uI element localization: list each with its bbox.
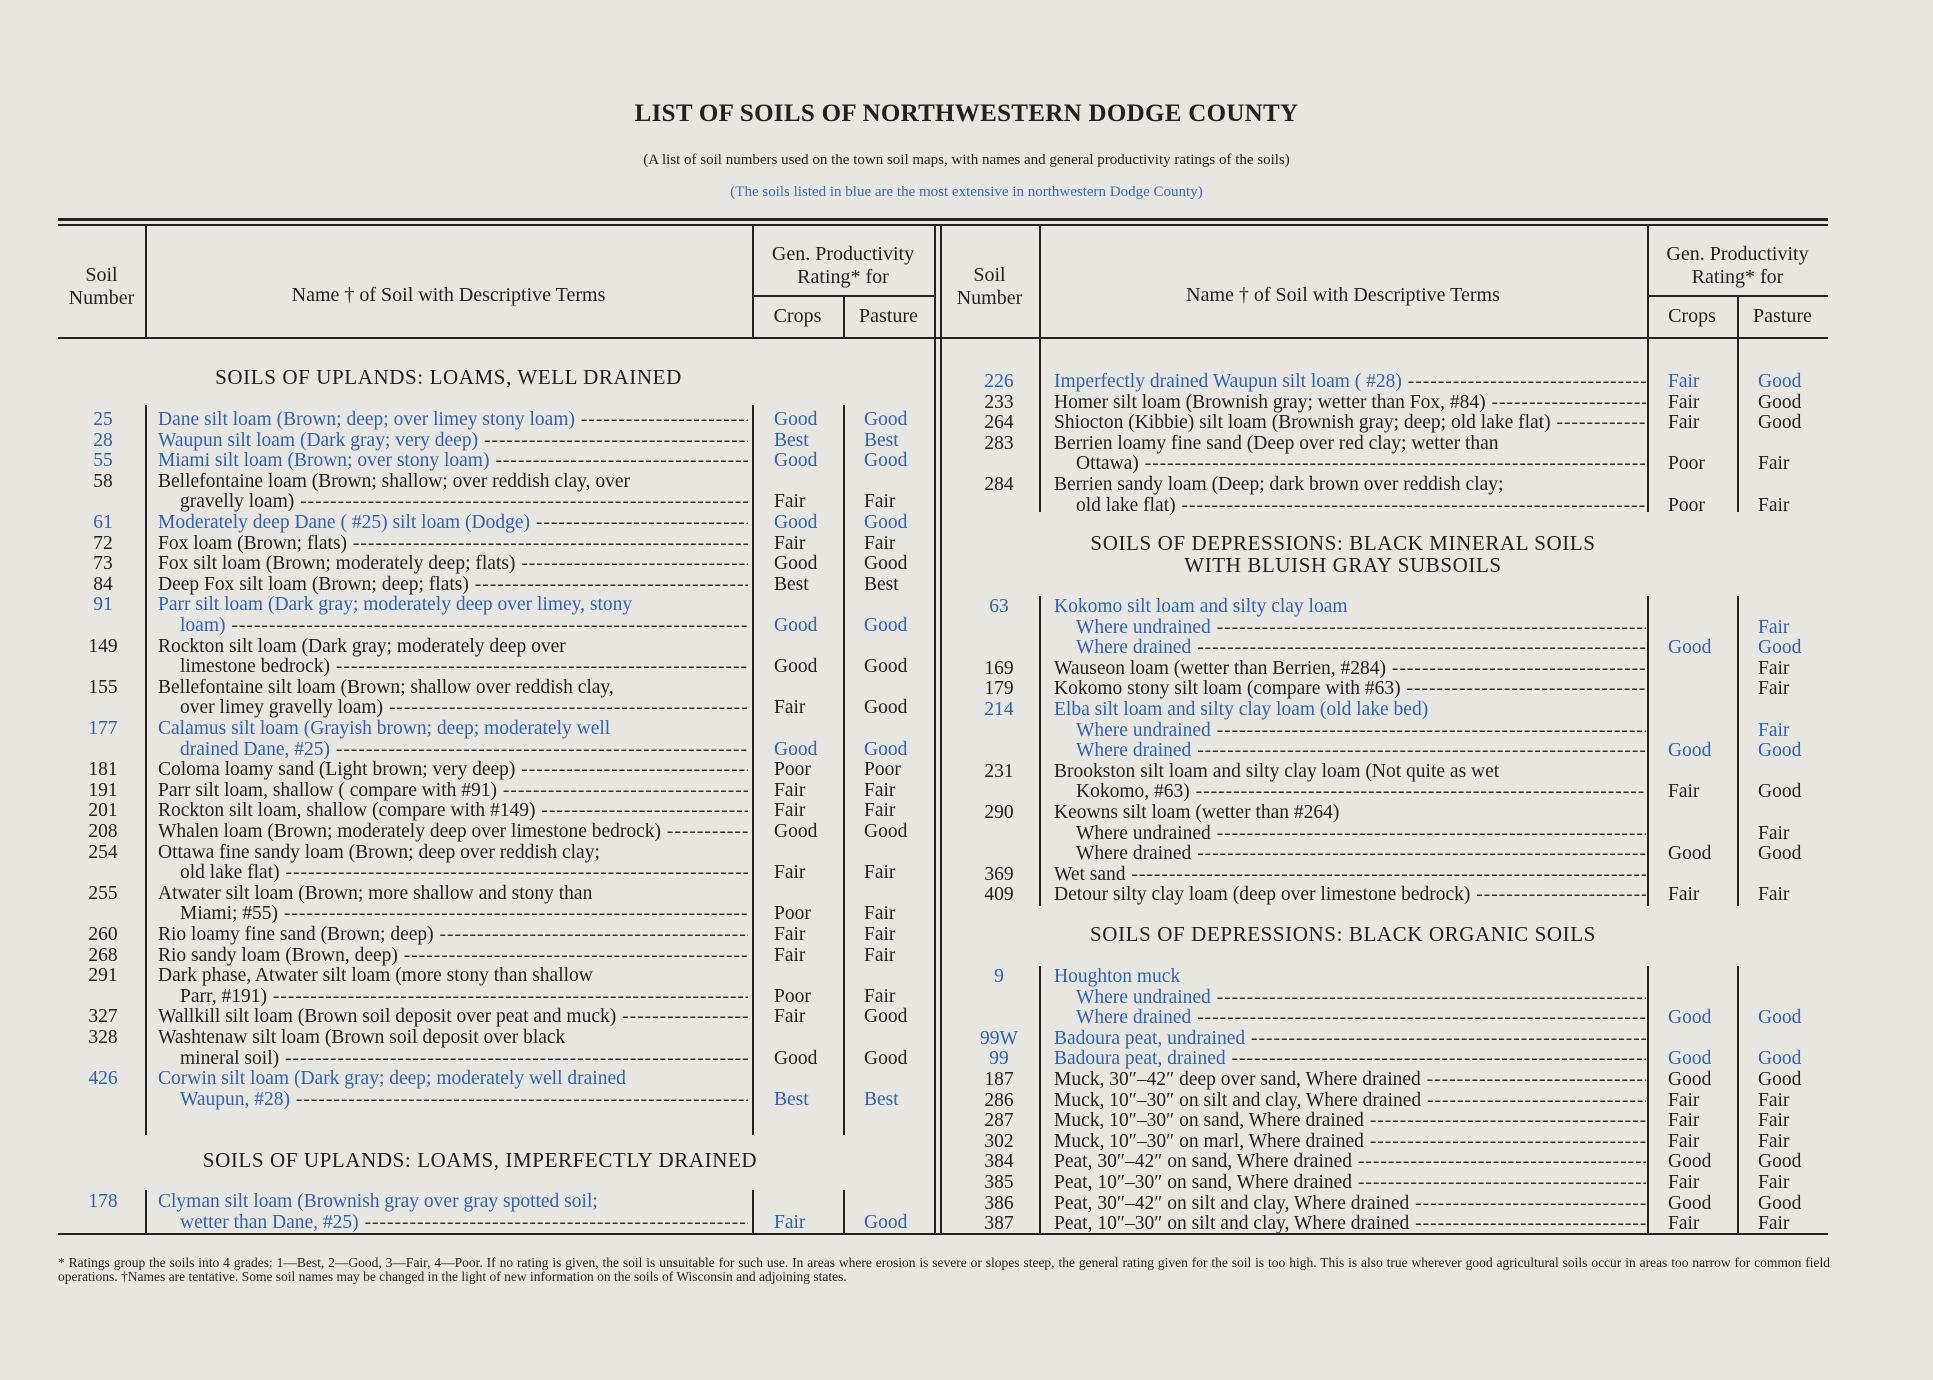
soil-name: Parr silt loam, shallow ( compare with #91) ----- — [158, 781, 748, 801]
soil-name: Shiocton (Kibbie) silt loam (Brownish gray; deep; old lake flat) ----- — [1054, 413, 1646, 433]
soil-number: 58 — [93, 470, 113, 492]
col-divider — [145, 225, 147, 338]
soil-number: 291 — [88, 965, 118, 987]
col-divider — [843, 1190, 845, 1234]
soil-number: 25 — [93, 409, 113, 430]
pasture-rating: Good — [864, 512, 908, 533]
col-divider — [1647, 338, 1649, 512]
header-rule — [58, 337, 1828, 339]
soil-number: 387 — [984, 1213, 1014, 1235]
soil-name-cont: limestone bedrock) ----- — [180, 657, 748, 677]
header-pasture: Pasture — [859, 305, 918, 327]
crops-rating: Fair — [1668, 1172, 1700, 1193]
crops-rating: Good — [774, 450, 818, 472]
crops-rating: Fair — [774, 800, 806, 822]
pasture-rating: Fair — [864, 491, 896, 513]
soil-name: Rockton silt loam (Dark gray; moderately deep over — [158, 636, 566, 657]
soil-number: 233 — [984, 391, 1014, 413]
pasture-rating: Fair — [864, 903, 896, 925]
pasture-rating: Fair — [1758, 678, 1790, 700]
soil-name-cont: old lake flat) ----- — [180, 863, 748, 883]
soil-number: 201 — [88, 800, 118, 822]
soil-number: 91 — [93, 594, 113, 616]
pasture-rating: Good — [1758, 1151, 1802, 1173]
soil-name: Fox loam (Brown; flats) ----- — [158, 534, 748, 554]
soil-name: Parr silt loam (Dark gray; moderately deep over limey, stony — [158, 595, 633, 616]
page-title: LIST OF SOILS OF NORTHWESTERN DODGE COUNTY — [634, 100, 1299, 127]
col-divider — [1737, 596, 1739, 906]
crops-rating: Best — [774, 429, 809, 451]
soil-name: Muck, 10″–30″ on sand, Where drained ----- — [1054, 1111, 1646, 1131]
soil-name: Wet sand ----- — [1054, 865, 1646, 885]
soil-number: 155 — [88, 676, 118, 698]
section-uplands-imperfectly-drained: SOILS OF UPLANDS: LOAMS, IMPERFECTLY DRAINED — [202, 1148, 758, 1172]
pasture-rating: Fair — [1758, 1213, 1790, 1235]
soil-name: Bellefontaine silt loam (Brown; shallow over reddish clay, — [158, 677, 614, 698]
pasture-rating: Good — [1758, 637, 1802, 659]
header-number: Number — [956, 287, 1023, 309]
soil-name: Bellefontaine loam (Brown; shallow; over reddish clay, over — [158, 471, 631, 492]
pasture-rating: Fair — [864, 985, 896, 1007]
crops-rating: Fair — [1668, 1130, 1700, 1152]
crops-rating: Fair — [774, 862, 806, 884]
section-depressions-mineral-line2: WITH BLUISH GRAY SUBSOILS — [1184, 553, 1502, 577]
pasture-rating: Good — [1758, 781, 1802, 803]
pasture-rating: Good — [1758, 740, 1802, 762]
col-divider — [145, 405, 147, 1135]
soil-name-cont: drained Dane, #25) ----- — [180, 740, 748, 760]
soil-name-cont: Waupun, #28) ----- — [180, 1090, 748, 1110]
crops-rating: Fair — [1668, 781, 1700, 803]
soil-name-cont: mineral soil) ----- — [180, 1049, 748, 1069]
crops-rating: Fair — [774, 491, 806, 513]
crops-rating: Fair — [1668, 884, 1700, 906]
soil-name-cont: Kokomo, #63) ----- — [1076, 782, 1646, 802]
soil-number: 177 — [88, 718, 118, 739]
pasture-rating: Fair — [1758, 719, 1790, 741]
col-divider — [934, 225, 936, 1235]
crops-rating: Fair — [774, 1006, 806, 1028]
crops-rating: Poor — [774, 903, 811, 925]
soil-number: 385 — [984, 1172, 1014, 1193]
soil-number: 384 — [984, 1151, 1014, 1173]
col-divider — [1039, 966, 1041, 1234]
crops-rating: Poor — [774, 985, 811, 1007]
pasture-rating: Good — [864, 450, 908, 472]
crops-rating: Fair — [1668, 1110, 1700, 1132]
header-pasture-right: Pasture — [1753, 305, 1812, 327]
crops-rating: Good — [774, 656, 818, 678]
soil-name: Imperfectly drained Waupun silt loam ( #28) ----- — [1054, 372, 1646, 392]
header-crops-right: Crops — [1668, 305, 1716, 327]
soil-number: 409 — [984, 884, 1014, 906]
rating-rule-right — [1647, 295, 1828, 297]
footnote: * Ratings group the soils into 4 grades: 1—Best, 2—Good, 3—Fair, 4—Poor. If no rating is given, the soil is unsuitable for such use. In areas where erosion is severe or slopes steep, the general rating given for the soil is too high. This is also true wherever good agricultural soils occur in areas too narrow for common field operations. †Names are tentative. Some soil names may be changed in the light of new information on the soils of Wisconsin and adjoining states. — [58, 1255, 1830, 1284]
soil-name: Rio loamy fine sand (Brown; deep) ----- — [158, 925, 748, 945]
soil-number: 260 — [88, 924, 118, 945]
soil-name: Moderately deep Dane ( #25) silt loam (Dodge) ----- — [158, 513, 748, 533]
soil-number: 284 — [984, 474, 1014, 495]
pasture-rating: Fair — [864, 532, 896, 554]
top-rule-thin — [58, 224, 1828, 226]
soil-name: Waupun silt loam (Dark gray; very deep) ----- — [158, 431, 748, 451]
pasture-rating: Fair — [1758, 616, 1790, 638]
pasture-rating: Good — [864, 1047, 908, 1069]
pasture-rating: Fair — [1758, 1172, 1790, 1193]
header-name-right: Name † of Soil with Descriptive Terms — [1186, 284, 1500, 306]
pasture-rating: Fair — [1758, 884, 1790, 906]
soil-name-cont: Where drained ----- — [1076, 1008, 1646, 1028]
col-divider — [752, 1190, 754, 1234]
soil-number: 99W — [980, 1027, 1018, 1049]
crops-rating: Poor — [1668, 494, 1705, 516]
soil-number: 290 — [984, 802, 1014, 823]
soil-number: 208 — [88, 821, 118, 842]
crops-rating: Good — [774, 1047, 818, 1069]
pasture-rating: Good — [1758, 843, 1802, 865]
soil-name: Brookston silt loam and silty clay loam (Not quite as wet — [1054, 761, 1500, 782]
pasture-rating: Good — [1758, 1192, 1802, 1214]
crops-rating: Good — [1668, 1007, 1712, 1029]
header-soil: Soil — [85, 264, 118, 286]
soil-name: Washtenaw silt loam (Brown soil deposit over black — [158, 1028, 566, 1048]
pasture-rating: Best — [864, 573, 899, 595]
pasture-rating: Good — [864, 821, 908, 842]
pasture-rating: Fair — [1758, 1110, 1790, 1132]
crops-rating: Poor — [774, 759, 811, 781]
soil-name: Miami silt loam (Brown; over stony loam) ----- — [158, 451, 748, 471]
top-rule — [58, 218, 1828, 221]
crops-rating: Fair — [1668, 371, 1700, 392]
soil-name: Corwin silt loam (Dark gray; deep; moderately well drained — [158, 1069, 626, 1090]
crops-rating: Fair — [774, 924, 806, 945]
soil-name: Elba silt loam and silty clay loam (old lake bed) — [1054, 700, 1429, 720]
pasture-rating: Best — [864, 1088, 899, 1110]
soil-name: Berrien sandy loam (Deep; dark brown over reddish clay; — [1054, 475, 1504, 495]
soil-name: Keowns silt loam (wetter than #264) — [1054, 803, 1340, 823]
pasture-rating: Good — [1758, 1048, 1802, 1070]
soil-number: 63 — [989, 596, 1009, 617]
crops-rating: Fair — [774, 1211, 806, 1233]
pasture-rating: Fair — [1758, 822, 1790, 844]
soil-name-cont: Where drained ----- — [1076, 844, 1646, 864]
soil-number: 73 — [93, 553, 113, 575]
pasture-rating: Fair — [1758, 1130, 1790, 1152]
soil-number: 302 — [984, 1130, 1014, 1152]
col-divider — [145, 1190, 147, 1234]
pasture-rating: Fair — [864, 779, 896, 801]
soil-name: Ottawa fine sandy loam (Brown; deep over reddish clay; — [158, 842, 600, 863]
section-depressions-mineral-line1: SOILS OF DEPRESSIONS: BLACK MINERAL SOILS — [1090, 531, 1596, 555]
crops-rating: Fair — [1668, 1089, 1700, 1111]
header-soil: Soil — [973, 264, 1006, 286]
header-number: Number — [68, 287, 135, 309]
soil-number: 287 — [984, 1110, 1014, 1132]
crops-rating: Good — [1668, 740, 1712, 762]
soil-name: Detour silty clay loam (deep over limestone bedrock) ----- — [1054, 885, 1646, 905]
crops-rating: Good — [774, 615, 818, 636]
soil-number: 264 — [984, 412, 1014, 434]
col-divider — [843, 405, 845, 1135]
soil-name: Wallkill silt loam (Brown soil deposit over peat and muck) ----- — [158, 1007, 748, 1027]
pasture-rating: Fair — [864, 944, 896, 966]
crops-rating: Good — [1668, 1151, 1712, 1173]
pasture-rating: Good — [1758, 371, 1802, 392]
soil-name: Wauseon loam (wetter than Berrien, #284) ----- — [1054, 659, 1646, 679]
soil-name-cont: Where drained ----- — [1076, 741, 1646, 761]
pasture-rating: Good — [864, 1006, 908, 1028]
soil-name: Atwater silt loam (Brown; more shallow and stony than — [158, 883, 593, 904]
header-soil-number-right — [940, 264, 1039, 310]
section-depressions-mineral — [1039, 532, 1647, 576]
col-divider — [940, 225, 942, 1235]
soil-name: Kokomo silt loam and silty clay loam — [1054, 597, 1348, 617]
crops-rating: Best — [774, 573, 809, 595]
soil-name-cont: Where undrained ----- — [1076, 824, 1646, 844]
header-soil-number — [58, 264, 145, 310]
header-name: Name † of Soil with Descriptive Terms — [291, 284, 606, 306]
soil-number: 328 — [88, 1027, 118, 1048]
pasture-rating: Good — [864, 615, 908, 636]
soil-number: 231 — [984, 760, 1014, 782]
soil-name-cont: over limey gravelly loam) ----- — [180, 698, 748, 718]
section-depressions-organic: SOILS OF DEPRESSIONS: BLACK ORGANIC SOILS — [1090, 922, 1596, 946]
crops-rating: Good — [1668, 1048, 1712, 1070]
soil-name: Peat, 10″–30″ on silt and clay, Where drained ----- — [1054, 1214, 1646, 1234]
soil-name: Rockton silt loam, shallow (compare with #149) ----- — [158, 801, 748, 821]
soil-name: Whalen loam (Brown; moderately deep over limestone bedrock) ----- — [158, 822, 748, 842]
soil-number: 386 — [984, 1192, 1014, 1214]
soil-name: Muck, 10″–30″ on marl, Where drained ----- — [1054, 1132, 1646, 1152]
crops-rating: Fair — [1668, 1213, 1700, 1235]
col-divider — [1039, 338, 1041, 512]
soil-number: 99 — [989, 1048, 1009, 1070]
crops-rating: Fair — [774, 779, 806, 801]
pasture-rating: Fair — [1758, 494, 1790, 516]
soil-number: 178 — [88, 1191, 118, 1212]
header-gen-productivity — [752, 243, 934, 289]
soil-name-cont: wetter than Dane, #25) ----- — [180, 1213, 748, 1233]
soil-name-cont: old lake flat) ----- — [1076, 496, 1646, 516]
col-divider — [1737, 966, 1739, 1234]
soil-name-cont: Where undrained ----- — [1076, 721, 1646, 741]
pasture-rating: Fair — [1758, 1089, 1790, 1111]
soil-number: 369 — [984, 863, 1014, 885]
soil-number: 149 — [88, 635, 118, 657]
soil-name: Coloma loamy sand (Light brown; very deep) ----- — [158, 760, 748, 780]
pasture-rating: Good — [864, 697, 908, 719]
page-subtitle: (A list of soil numbers used on the town soil maps, with names and general productivity ratings of the soils) — [643, 152, 1290, 168]
soil-name: Houghton muck — [1054, 967, 1181, 987]
soil-name: Badoura peat, drained ----- — [1054, 1049, 1646, 1069]
pasture-rating: Fair — [864, 862, 896, 884]
pasture-rating: Good — [864, 656, 908, 678]
pasture-rating: Good — [1758, 1069, 1802, 1090]
col-divider — [1737, 338, 1739, 512]
soil-number: 283 — [984, 432, 1014, 454]
soil-name: Peat, 30″–42″ on sand, Where drained ----- — [1054, 1152, 1646, 1172]
header-gen-productivity-right — [1647, 243, 1828, 289]
soil-name-cont: loam) ----- — [180, 616, 748, 636]
page-subtitle-blue: (The soils listed in blue are the most extensive in northwestern Dodge County) — [730, 184, 1203, 200]
rating-rule-left — [752, 295, 934, 297]
crops-rating: Fair — [1668, 412, 1700, 434]
soil-number: 426 — [88, 1068, 118, 1090]
soil-number: 191 — [88, 779, 118, 801]
soil-name: Calamus silt loam (Grayish brown; deep; moderately well — [158, 719, 611, 739]
header-rating: Rating* for — [1691, 266, 1784, 288]
soil-name: Rio sandy loam (Brown, deep) ----- — [158, 946, 748, 966]
crops-rating: Fair — [774, 532, 806, 554]
col-divider — [1039, 225, 1041, 338]
soil-name-cont: Where undrained ----- — [1076, 618, 1646, 638]
pasture-rating: Good — [1758, 391, 1802, 413]
pasture-rating: Good — [864, 553, 908, 575]
soil-name: Clyman silt loam (Brownish gray over gray spotted soil; — [158, 1192, 598, 1212]
soil-number: 254 — [88, 841, 118, 863]
soil-number: 28 — [93, 429, 113, 451]
crops-rating: Good — [1668, 1069, 1712, 1090]
pasture-rating: Poor — [864, 759, 901, 781]
soil-number: 187 — [984, 1069, 1014, 1090]
soil-name: Homer silt loam (Brownish gray; wetter than Fox, #84) ----- — [1054, 393, 1646, 413]
soil-number: 9 — [994, 966, 1004, 987]
col-divider — [1039, 596, 1041, 906]
soil-name: Badoura peat, undrained ----- — [1054, 1029, 1646, 1049]
pasture-rating: Best — [864, 429, 899, 451]
soil-name: Berrien loamy fine sand (Deep over red clay; wetter than — [1054, 433, 1499, 454]
crops-rating: Good — [1668, 843, 1712, 865]
soil-name-cont: gravelly loam) ----- — [180, 492, 748, 512]
crops-rating: Good — [774, 512, 818, 533]
soil-number: 255 — [88, 882, 118, 904]
pasture-rating: Good — [864, 1211, 908, 1233]
soil-number: 286 — [984, 1089, 1014, 1111]
header-crops: Crops — [773, 305, 822, 327]
soil-name-cont: Miami; #55) ----- — [180, 904, 748, 924]
crops-rating: Good — [774, 409, 818, 430]
col-divider — [1647, 966, 1649, 1234]
soil-name: Kokomo stony silt loam (compare with #63) ----- — [1054, 679, 1646, 699]
header-gen: Gen. Productivity — [771, 243, 915, 265]
pasture-rating: Fair — [1758, 453, 1790, 475]
col-divider — [752, 405, 754, 1135]
pasture-rating: Good — [1758, 1007, 1802, 1029]
crops-rating: Good — [1668, 1192, 1712, 1214]
crops-rating: Fair — [774, 697, 806, 719]
pasture-rating: Good — [1758, 412, 1802, 434]
soil-number: 327 — [88, 1006, 118, 1028]
soil-name-cont: Where undrained ----- — [1076, 988, 1646, 1008]
pasture-rating: Fair — [864, 924, 896, 945]
soil-number: 72 — [93, 532, 113, 554]
soil-number: 214 — [984, 699, 1014, 720]
soil-number: 268 — [88, 944, 118, 966]
pasture-rating: Fair — [1758, 657, 1790, 679]
soil-number: 169 — [984, 657, 1014, 679]
crops-rating: Good — [774, 738, 818, 760]
soil-name: Fox silt loam (Brown; moderately deep; flats) ----- — [158, 554, 748, 574]
soil-name: Muck, 30″–42″ deep over sand, Where drained ----- — [1054, 1070, 1646, 1090]
soil-name: Muck, 10″–30″ on silt and clay, Where drained ----- — [1054, 1091, 1646, 1111]
soil-name: Dark phase, Atwater silt loam (more stony than shallow — [158, 966, 593, 987]
soil-number: 61 — [93, 512, 113, 533]
soil-name-cont: Parr, #191) ----- — [180, 987, 748, 1007]
col-divider — [1647, 596, 1649, 906]
section-uplands-well-drained: SOILS OF UPLANDS: LOAMS, WELL DRAINED — [215, 365, 682, 389]
soil-number: 84 — [93, 573, 113, 595]
pasture-rating: Fair — [864, 800, 896, 822]
header-rating: Rating* for — [797, 266, 889, 288]
pasture-rating: Good — [864, 738, 908, 760]
crops-rating: Good — [1668, 637, 1712, 659]
crops-rating: Best — [774, 1088, 809, 1110]
crops-rating: Fair — [1668, 391, 1700, 413]
pasture-rating: Good — [864, 409, 908, 430]
soil-number: 226 — [984, 371, 1014, 392]
header-gen: Gen. Productivity — [1666, 243, 1809, 265]
soil-name-cont: Where drained ----- — [1076, 638, 1646, 658]
soil-name-cont: Ottawa) ----- — [1076, 454, 1646, 474]
soil-number: 181 — [88, 759, 118, 781]
crops-rating: Poor — [1668, 453, 1705, 475]
crops-rating: Good — [774, 821, 818, 842]
crops-rating: Good — [774, 553, 818, 575]
soil-number: 179 — [984, 678, 1014, 700]
crops-rating: Fair — [774, 944, 806, 966]
soil-name: Deep Fox silt loam (Brown; deep; flats) ----- — [158, 575, 748, 595]
soil-name: Dane silt loam (Brown; deep; over limey stony loam) ----- — [158, 410, 748, 430]
soil-number: 55 — [93, 450, 113, 472]
soil-name: Peat, 30″–42″ on silt and clay, Where drained ----- — [1054, 1194, 1646, 1214]
soil-name: Peat, 10″–30″ on sand, Where drained ----- — [1054, 1173, 1646, 1193]
